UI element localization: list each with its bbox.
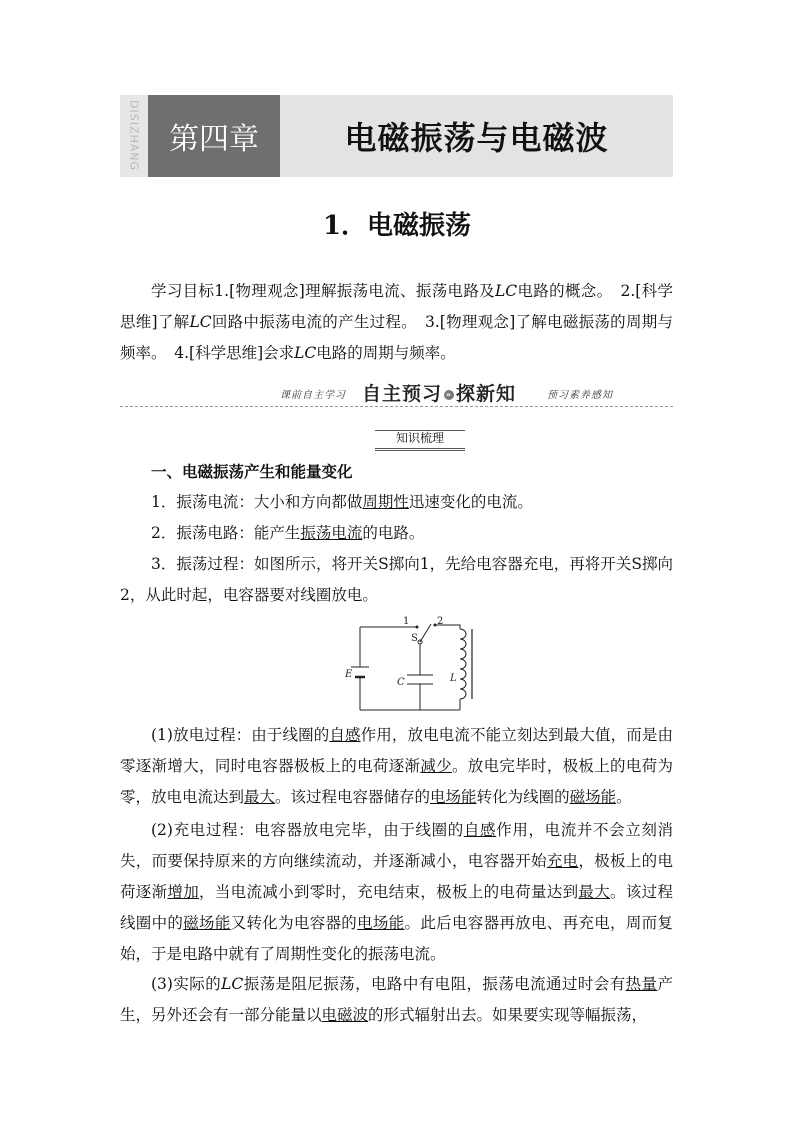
lc-term: LC — [294, 344, 317, 362]
chapter-banner — [120, 95, 673, 177]
para3-text-a: (3)实际的 — [151, 975, 222, 993]
arrow-icon: » — [445, 389, 453, 399]
blank-answer: 减少 — [420, 757, 452, 775]
blank-answer: 振荡电流 — [300, 524, 363, 542]
para2-text-f: 又转化为电容器的 — [230, 914, 358, 932]
paragraph-discharge — [120, 720, 673, 813]
para2-text-g: 。此后电容器再放电、再充电，周而复始，于是电路中就有了周期性变化的振荡电流。 — [120, 914, 673, 963]
blank-answer: 最大 — [578, 883, 611, 901]
lc-term: LC — [221, 975, 244, 993]
blank-answer: 最大 — [244, 788, 276, 806]
blank-answer: 磁场能 — [569, 788, 617, 806]
para1-text-d: 。该过程电容器储存的 — [275, 788, 431, 806]
objectives-label: 学习目标 — [151, 282, 215, 300]
blank-answer: 自感 — [463, 821, 497, 839]
para2-text-e: 。该过程线圈中的 — [120, 883, 673, 932]
item-2-text-b: 的电路。 — [362, 524, 425, 542]
para2-text-a: (2)充电过程：电容器放电完毕，由于线圈的 — [151, 821, 464, 839]
paragraph-damped — [120, 969, 673, 1031]
switch-arm — [420, 624, 431, 642]
para3-text-b: 振荡是阻尼振荡，电路中有电阻，振荡电流通过时会有 — [243, 975, 626, 993]
heading-1: 一、电磁振荡产生和能量变化 — [151, 462, 353, 481]
blank-answer: 电场能 — [357, 914, 405, 932]
item-2 — [120, 518, 673, 549]
learning-objectives — [120, 276, 673, 369]
blank-answer: 热量 — [625, 975, 658, 993]
lc-term: LC — [189, 313, 212, 331]
lc-term: LC — [495, 282, 518, 300]
blank-answer: 电场能 — [430, 788, 477, 806]
divider-main-text — [362, 379, 516, 406]
divider-main-a: 自主预习 — [362, 383, 443, 405]
blank-answer: 磁场能 — [183, 914, 231, 932]
label-c: C — [397, 677, 405, 688]
divider-left-text: 课前自主学习 — [280, 390, 346, 401]
banner-side-label: DISIZHANG — [120, 95, 148, 177]
para1-text-b: 作用，放电电流不能立刻达到最大值，而是由零逐渐增大，同时电容器极板上的电荷逐渐 — [120, 726, 673, 775]
divider-right-text: 预习素养感知 — [547, 390, 613, 401]
para2-text-d: ，当电流减小到零时，充电结束，极板上的电荷量达到 — [199, 883, 579, 901]
para2-text-b: 作用，电流并不会立刻消失，而要保持原来的方向继续流动，并逐渐减小，电容器开始 — [120, 821, 673, 870]
item-1-text-a: 1．振荡电流：大小和方向都做 — [151, 493, 363, 511]
para3-text-c: 产生，另外还会有一部分能量以 — [120, 975, 673, 1024]
para3-text-d: 的形式辐射出去。如果要实现等幅振荡， — [368, 1006, 648, 1024]
blank-answer: 电磁波 — [321, 1006, 369, 1024]
lc-circuit-diagram — [345, 615, 480, 715]
objective-text-1: 1.[物理观念]理解振荡电流、振荡电路及 — [214, 282, 495, 300]
chapter-number: 第四章 — [148, 95, 280, 177]
item-3: 3．振荡过程：如图所示，将开关S掷向1，先给电容器充电，再将开关S掷向2，从此时起，电容器要对线圈放电。 — [120, 555, 673, 604]
para1-text-e: 转化为线圈的 — [476, 788, 570, 806]
blank-answer: 自感 — [329, 726, 361, 744]
label-l: L — [450, 673, 457, 684]
knowledge-tag: 知识梳理 — [375, 430, 465, 451]
label-e: E — [345, 669, 353, 680]
section-divider — [120, 384, 673, 407]
label-1: 1 — [403, 616, 410, 627]
inductor-coil — [460, 629, 466, 699]
item-2-text-a: 2．振荡电路：能产生 — [151, 524, 301, 542]
para2-text-c: ，极板上的电荷逐渐 — [120, 852, 673, 901]
label-2: 2 — [437, 616, 444, 627]
para1-text-f: 。 — [616, 788, 632, 806]
paragraph-charge — [120, 815, 673, 970]
blank-answer: 周期性 — [362, 493, 409, 511]
label-s: S — [411, 633, 418, 644]
para1-text-c: 。放电完毕时，极板上的电荷为零，放电电流达到 — [120, 757, 673, 806]
section-title: 1．电磁振荡 — [322, 211, 472, 241]
objective-text-4: 电路的周期与频率。 — [316, 344, 456, 362]
blank-answer: 充电 — [546, 852, 579, 870]
item-1-text-b: 迅速变化的电流。 — [408, 493, 533, 511]
objective-text-2: 电路的概念。 2.[科学思维]了解 — [120, 282, 673, 331]
blank-answer: 增加 — [167, 883, 200, 901]
divider-main-b: 探新知 — [456, 383, 517, 405]
contact-1 — [416, 626, 419, 629]
para1-text-a: (1)放电过程：由于线圈的 — [151, 726, 330, 744]
chapter-title: 电磁振荡与电磁波 — [280, 95, 673, 177]
item-1 — [120, 487, 673, 518]
objective-text-3: 回路中振荡电流的产生过程。 3.[物理观念]了解电磁振荡的周期与频率。 4.[科学思维]会求 — [120, 313, 673, 362]
